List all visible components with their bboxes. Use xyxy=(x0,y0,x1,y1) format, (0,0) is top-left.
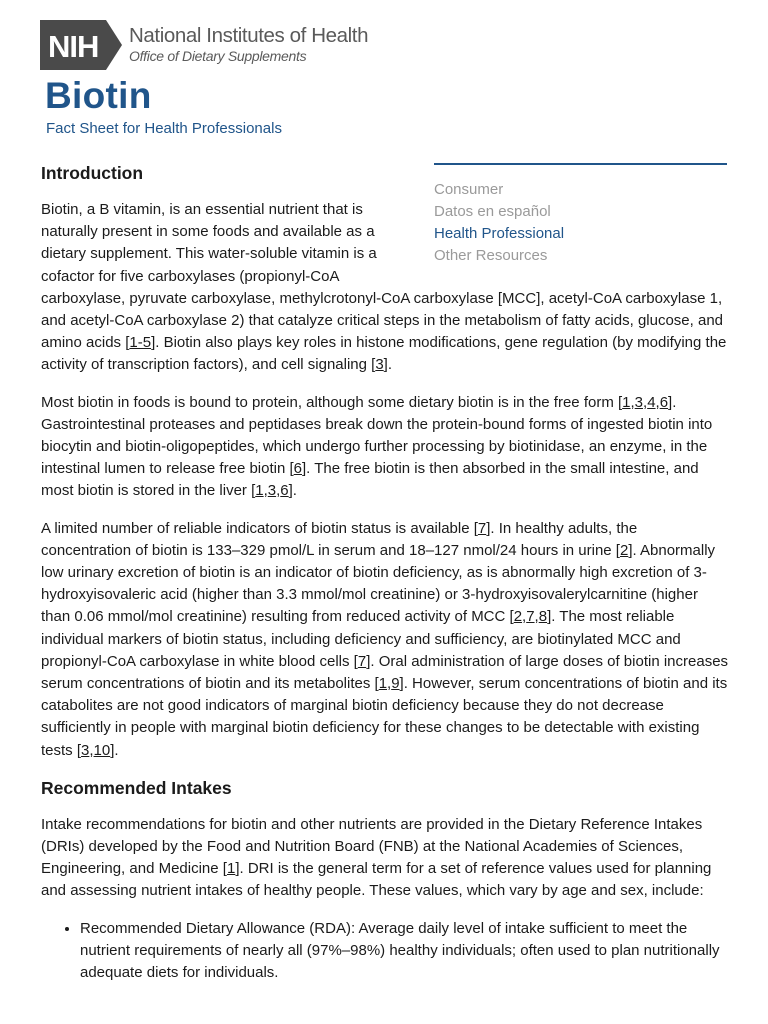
ref-link[interactable]: 1 xyxy=(378,675,388,693)
logo-org-name: National Institutes of Health xyxy=(129,24,369,47)
text-segment: ]. The most reliable individual markers of biotin status, including deficiency and sufficiency, are biotinylated MCC and propionyl-CoA carboxylase in white blood cells [ xyxy=(41,608,681,670)
text-segment: ]. Gastrointestinal proteases and peptidases break down the protein-bound forms of ingested biotin into biocytin and biotin-oligopeptides, which undergo further processing by biotinidase, an enzyme, in the intestinal lumen to release free biotin [ xyxy=(41,393,713,478)
nih-logo[interactable] xyxy=(40,18,368,72)
nih-abbr: NIH xyxy=(48,29,99,64)
dri-list xyxy=(41,918,731,985)
article-content xyxy=(41,162,731,984)
ref-link[interactable]: 2 xyxy=(619,541,629,559)
ref-link[interactable]: 8 xyxy=(538,608,548,626)
ref-link[interactable]: 1 xyxy=(255,482,264,500)
ref-link[interactable]: 2 xyxy=(513,608,523,626)
logo-office-name: Office of Dietary Supplements xyxy=(129,48,307,64)
ref-link[interactable]: 6 xyxy=(659,393,669,411)
text-segment: Biotin, a B vitamin, is an essential nutrient that is naturally present in some foods and available as a dietary supplement. This water-soluble vitamin is a cofactor for five carboxylases (propionyl-CoA carboxylase, pyruvate carboxylase, methylcrotonyl-CoA carboxylase [MCC], acetyl-CoA carboxylase 1, and acetyl-CoA carboxylase 2) that catalyze critical steps in the metabolism of fatty acids, glucose, and amino acids [ xyxy=(41,201,724,352)
ref-separator: , xyxy=(387,675,392,693)
ref-link[interactable]: 7 xyxy=(357,652,367,670)
page-subtitle: Fact Sheet for Health Professionals xyxy=(46,120,282,137)
ref-link[interactable]: 3 xyxy=(267,482,277,500)
intro-paragraph-3 xyxy=(41,518,731,762)
ref-link[interactable]: 1 xyxy=(226,860,236,878)
ref-link[interactable]: 3 xyxy=(81,741,90,759)
sidebar-link-health-professional[interactable]: Health Professional xyxy=(434,225,565,242)
sidebar-divider xyxy=(434,163,727,165)
ref-separator: , xyxy=(643,393,648,411)
text-segment: ]. xyxy=(288,482,297,500)
page-title: Biotin xyxy=(45,75,152,116)
list-item: • Recommended Dietary Allowance (RDA): Average daily level of intake sufficient to meet the nutrient requirements of nearly all (97%–98%) healthy individuals; often used to plan nutritionally adequate diets for individuals. xyxy=(80,918,731,985)
sidebar-link-consumer[interactable]: Consumer xyxy=(434,181,504,198)
text-segment: ]. xyxy=(383,356,393,374)
ref-separator: , xyxy=(263,482,268,500)
section-heading-recommended-intakes: Recommended Intakes xyxy=(41,777,232,798)
text-segment: ]. DRI is the general term for a set of reference values used for planning and assessing nutrient intakes of healthy people. These values, which vary by age and sex, include: xyxy=(41,860,712,900)
ref-link[interactable]: 6 xyxy=(280,482,289,500)
ref-link[interactable]: 7 xyxy=(477,519,487,537)
text-segment: ]. Biotin also plays key roles in histone modifications, gene regulation (by modifying the activity of transcription factors), and cell signaling [ xyxy=(41,334,727,374)
text-segment: ]. In healthy adults, the concentration of biotin is 133–329 pmol/L in serum and 18–127 nmol/24 hours in urine [ xyxy=(41,519,638,559)
fact-sheet-version-nav xyxy=(434,162,727,267)
sidebar-link-other-resources[interactable]: Other Resources xyxy=(434,247,548,264)
text-segment: ]. Oral administration of large doses of biotin increases serum concentrations of biotin and its metabolites [ xyxy=(41,652,729,693)
ref-link[interactable]: 6 xyxy=(293,460,302,478)
section-heading-introduction: Introduction xyxy=(41,163,144,183)
ref-link[interactable]: 1 xyxy=(622,393,631,411)
ref-link[interactable]: 9 xyxy=(391,675,400,693)
recommended-paragraph-1 xyxy=(41,814,731,903)
text-segment: Intake recommendations for biotin and other nutrients are provided in the Dietary Reference Intakes (DRIs) developed by the Food and Nutrition Board (FNB) at the National Academies of Sciences, Engineering, and Medicine [ xyxy=(41,815,703,878)
ref-link[interactable]: 3 xyxy=(634,393,644,411)
text-segment: ]. The free biotin is then absorbed in the small intestine, and most biotin is stored in the liver [ xyxy=(41,460,699,500)
sidebar-link-espanol[interactable]: Datos en español xyxy=(434,203,551,220)
ref-link[interactable]: 7 xyxy=(526,608,535,626)
text-segment: Most biotin in foods is bound to protein, although some dietary biotin is in the free form [ xyxy=(41,393,623,411)
text-segment: ]. Abnormally low urinary excretion of biotin is an indicator of biotin deficiency, as is abnormally high excretion of 3-hydroxyisovaleric acid (higher than 3.3 mmol/mol creatinine) or 3-hydroxyisovalerylcarnitine (higher than 0.06 mmol/mol creatinine) resulting from reduced activity of MCC [ xyxy=(41,541,716,626)
ref-separator: , xyxy=(89,741,94,759)
ref-separator: , xyxy=(522,608,527,626)
ref-separator: , xyxy=(655,393,660,411)
ref-link[interactable]: 4 xyxy=(647,393,656,411)
ref-link[interactable]: 1-5 xyxy=(129,334,152,352)
nih-badge-icon xyxy=(40,20,122,70)
ref-separator: , xyxy=(276,482,281,500)
ref-link[interactable]: 10 xyxy=(93,741,111,759)
ref-separator: , xyxy=(630,393,635,411)
ref-link[interactable]: 3 xyxy=(375,356,384,374)
text-segment: ]. xyxy=(110,741,119,759)
text-segment: ]. However, serum concentrations of biotin and its catabolites are not good indicators of marginal biotin deficiency because they do not decrease sufficiently in people with marginal biotin deficiency for these changes to be detectable with existing tests [ xyxy=(41,675,728,759)
text-segment: A limited number of reliable indicators of biotin status is available [ xyxy=(41,519,478,537)
intro-paragraph-2 xyxy=(41,392,731,503)
ref-separator: , xyxy=(534,608,539,626)
